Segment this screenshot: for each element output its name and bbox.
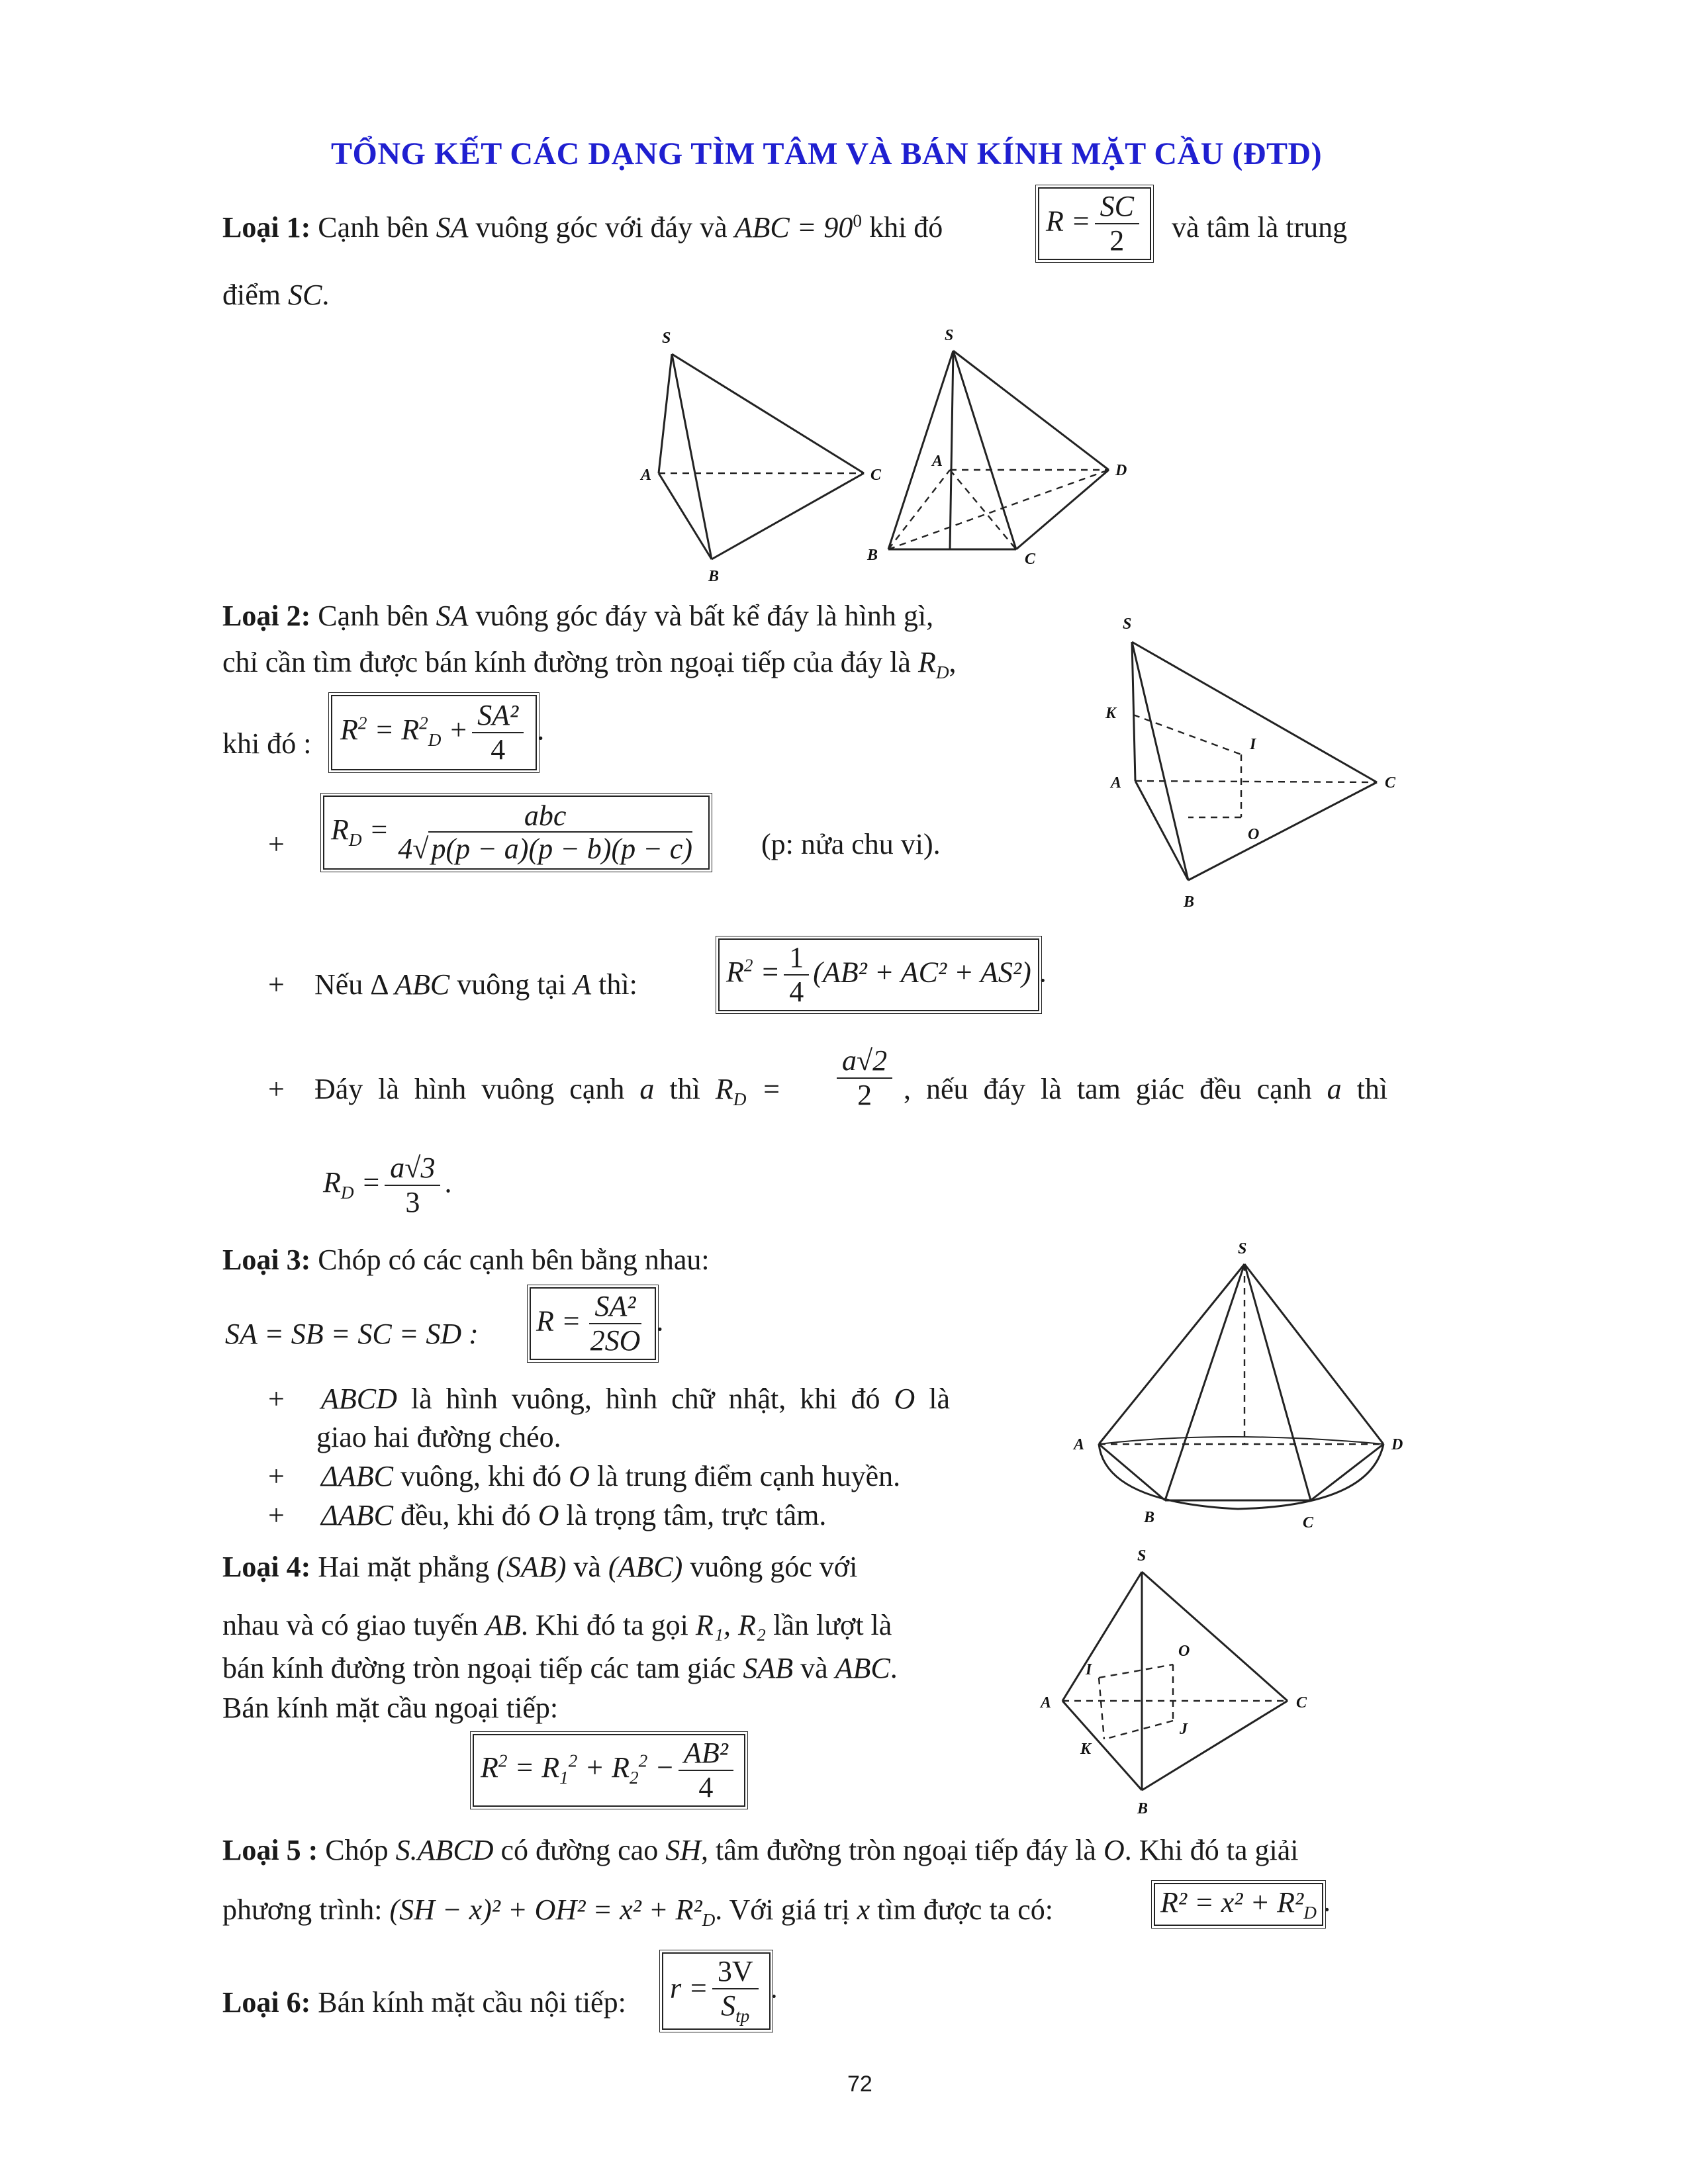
loai5-l2-eq: (SH − x)² + OH² = x² + R²	[389, 1893, 702, 1926]
loai1-text-c: khi đó	[869, 211, 943, 244]
loai3-b1-bullet: +	[268, 1383, 285, 1415]
fig-l2-label-i: I	[1250, 736, 1256, 753]
fig2-label-b: B	[867, 547, 878, 564]
fig-l4-label-j: J	[1180, 1721, 1188, 1738]
loai1-formula-box	[1038, 187, 1151, 260]
loai2-plus3-num2: a√3	[385, 1153, 440, 1186]
fig-l3-label-s: S	[1238, 1240, 1247, 1257]
loai3-r-lhs: R =	[536, 1304, 581, 1338]
loai3-b1-c: O	[894, 1383, 915, 1415]
fig-l4-label-a: A	[1041, 1694, 1052, 1711]
loai3-den: 2SO	[590, 1324, 641, 1357]
loai5-sub-d: D	[702, 1909, 716, 1930]
loai1-line1	[222, 210, 943, 244]
page-number: 72	[847, 2071, 872, 2097]
loai2-line2-text: chỉ cần tìm được bán kính đường tròn ngoại tiếp của đáy là	[222, 646, 911, 678]
loai2-plus1-num: abc	[485, 801, 606, 833]
loai6-den-sub: tp	[735, 2005, 750, 2026]
loai6-num: 3V	[712, 1956, 759, 1989]
fig-l3-label-b: B	[1144, 1509, 1155, 1526]
fig-l2-label-o: O	[1248, 826, 1260, 843]
loai5-label: Loại 5 :	[222, 1834, 318, 1866]
fig1-label-a: A	[641, 467, 652, 484]
fig1-label-c: C	[870, 467, 882, 484]
loai4-l1-c: và	[573, 1551, 601, 1583]
fig-l2-label-a: A	[1111, 774, 1122, 792]
loai4-l1-a: Hai mặt phẳng	[318, 1551, 490, 1583]
loai4-label: Loại 4:	[222, 1551, 311, 1583]
loai3-b2-a: ΔABC	[321, 1460, 393, 1492]
loai2-plus3-den2: 3	[405, 1186, 420, 1219]
loai2-line2: chỉ cần tìm được bán kính đường tròn ngoại tiếp của đáy là $R_D$,	[222, 646, 957, 682]
loai6-formula: r = $\frac{3V}{S_{tp}}$ .	[662, 1952, 778, 2030]
fig-l2-label-k: K	[1105, 705, 1117, 722]
loai2-plus1-den-rad: p(p − a)(p − b)(p − c)	[428, 831, 692, 865]
fig-l3-label-a: A	[1074, 1436, 1085, 1453]
loai2-plus2-formula: $R^2$ = $\frac{1}{4}$ (AB² + AC² + AS²) .	[718, 938, 1047, 1011]
loai4-l3-c: và	[800, 1652, 828, 1684]
fig-l4-label-b: B	[1137, 1800, 1149, 1817]
loai2-plus3-bullet: +	[268, 1073, 285, 1105]
page-title: TỔNG KẾT CÁC DẠNG TÌM TÂM VÀ BÁN KÍNH MẶT CẦU (ĐTD)	[331, 136, 1323, 171]
loai5-l1-f: O	[1103, 1834, 1125, 1866]
loai4-l2-d: R₁, R₂	[695, 1609, 767, 1641]
loai3-label: Loại 3:	[222, 1244, 311, 1276]
loai2-plus3-var-a2: a	[1327, 1073, 1342, 1105]
loai2-plus3-var-a: a	[639, 1073, 655, 1105]
fig-l4-label-o: O	[1178, 1643, 1190, 1660]
loai3-formula: R = $\frac{\text{SA²}}{2SO}$ .	[530, 1287, 663, 1360]
loai6-text: Bán kính mặt cầu nội tiếp:	[318, 1986, 626, 2019]
loai4-formula: $R^2 = R_1^2 + R_2^2$ − $\frac{\text{AB²}}{4}$	[473, 1734, 745, 1807]
loai3-b1-line2: giao hai đường chéo.	[316, 1421, 561, 1453]
loai3-num: SA²	[589, 1291, 641, 1324]
loai5-l1-b: S.ABCD	[395, 1834, 494, 1866]
loai2-plus3-den: 2	[857, 1079, 872, 1112]
loai2-plus3-b: thì	[669, 1073, 700, 1105]
fig-l4-label-i: I	[1086, 1661, 1092, 1678]
fig-l2-label-s: S	[1123, 615, 1132, 633]
loai2-plus1-bullet: +	[268, 828, 285, 860]
loai5-l2-c: x	[857, 1893, 870, 1926]
loai4-l2-e: lần lượt là	[773, 1609, 892, 1641]
loai5-line1	[222, 1833, 1298, 1867]
loai1-text-b: vuông góc với đáy và	[475, 211, 727, 244]
loai4-line2	[222, 1608, 892, 1642]
loai2-plus3-d: thì	[1356, 1073, 1388, 1105]
loai5-l2-b: . Với giá trị	[715, 1893, 850, 1926]
loai6-label: Loại 6:	[222, 1986, 311, 2019]
loai2-f1-num: SA²	[472, 700, 524, 733]
loai1-sc: SC	[287, 279, 322, 311]
loai2-plus3-num: a√2	[837, 1046, 892, 1079]
fig2-label-s: S	[945, 327, 954, 344]
loai5-box: $R^2 = x^2 + R^2_D$ .	[1154, 1883, 1331, 1926]
loai3-b3	[321, 1498, 826, 1532]
loai6-line	[222, 1985, 626, 2019]
loai5-l1-e: , tâm đường tròn ngoại tiếp đáy là	[700, 1834, 1096, 1866]
loai2-line1-b: vuông góc đáy và bất kể đáy là hình gì,	[475, 600, 934, 632]
loai5-l2-box: R² = x² + R²	[1160, 1886, 1304, 1919]
loai4-l3-b: SAB	[743, 1652, 794, 1684]
loai2-plus2-d: A	[573, 968, 592, 1001]
loai3-line1	[222, 1243, 710, 1277]
loai3-text: Chóp có các cạnh bên bằng nhau:	[318, 1244, 710, 1276]
loai4-l3-d: ABC	[835, 1652, 890, 1684]
loai1-r-eq: R =	[1046, 205, 1091, 238]
loai3-b1-b: là hình vuông, hình chữ nhật, khi đó	[410, 1383, 880, 1415]
loai3-b3-d: là trọng tâm, trực tâm.	[566, 1499, 827, 1531]
loai2-plus2-bullet: +	[268, 968, 285, 1001]
loai2-f1-den: 4	[491, 733, 506, 766]
loai2-plus2-paren: (AB² + AC² + AS²)	[813, 956, 1031, 989]
loai2-label: Loại 2:	[222, 600, 311, 632]
loai6-den: S	[721, 1989, 736, 2023]
loai4-l2-a: nhau và có giao tuyến	[222, 1609, 479, 1641]
loai1-text-d: và tâm là trung	[1172, 211, 1348, 244]
loai2-plus2-a: Nếu Δ	[314, 968, 388, 1001]
loai2-plus2-c: vuông tại	[457, 968, 567, 1001]
loai3-b3-c: O	[538, 1499, 559, 1531]
loai1-sa: SA	[436, 211, 469, 244]
loai1-line2: điểm SC.	[222, 279, 330, 311]
loai1-figure-left	[635, 324, 887, 589]
loai2-line1: Loại 2: Cạnh bên SA vuông góc đáy và bất kể đáy là hình gì,	[222, 600, 934, 632]
loai2-plus1-formula: $R_D$ = $\frac{\text{abc}}{4√p(p - a)(p - b)(p - c)}$	[323, 796, 710, 870]
fig2-label-a: A	[932, 453, 943, 470]
loai5-l2-d: tìm được ta có:	[877, 1893, 1053, 1926]
fig-l3-label-d: D	[1391, 1436, 1403, 1453]
loai4-line1	[222, 1550, 857, 1584]
loai3-b2	[321, 1459, 900, 1493]
loai1-num: SC	[1095, 191, 1139, 224]
loai3-eq	[225, 1317, 479, 1351]
loai3-figure	[1059, 1238, 1443, 1542]
loai3-b3-bullet: +	[268, 1499, 285, 1531]
loai3-b1-d: là	[929, 1383, 950, 1415]
loai1-deg: 0	[853, 210, 863, 231]
loai2-plus2-text	[314, 968, 637, 1001]
loai1-abc-eq: ABC = 90	[734, 211, 853, 244]
loai1-den: 2	[1109, 224, 1125, 257]
fig-l4-label-s: S	[1137, 1547, 1147, 1565]
loai2-plus3-line2: $R_D$ = $\frac{a√3}{3}$ .	[323, 1152, 452, 1219]
loai4-l1-d: (ABC)	[608, 1551, 683, 1583]
fig-l2-label-c: C	[1385, 774, 1396, 792]
loai5-l1-c: có đường cao	[500, 1834, 659, 1866]
loai4-l2-b: AB	[485, 1609, 521, 1641]
fig-l4-label-c: C	[1296, 1694, 1307, 1711]
loai3-b2-bullet: +	[268, 1460, 285, 1492]
loai5-l1-a: Chóp	[325, 1834, 389, 1866]
loai1-text-e: điểm	[222, 279, 281, 311]
fig1-label-s: S	[662, 330, 671, 347]
loai2-plus2-num: 1	[784, 942, 809, 976]
loai4-line4: Bán kính mặt cầu ngoại tiếp:	[222, 1692, 559, 1724]
fig2-label-c: C	[1025, 551, 1036, 568]
loai3-b2-d: là trung điểm cạnh huyền.	[596, 1460, 901, 1492]
loai3-b1-a: ABCD	[321, 1383, 397, 1415]
loai1-label: Loại 1:	[222, 211, 311, 244]
fig-l2-label-b: B	[1184, 893, 1195, 911]
loai4-figure	[1033, 1542, 1324, 1827]
loai4-f-num: AB²	[679, 1738, 733, 1771]
loai2-plus2-den: 4	[789, 976, 804, 1009]
loai3-b1	[321, 1382, 950, 1416]
loai3-b2-c: O	[569, 1460, 590, 1492]
loai2-line1-a: Cạnh bên	[318, 600, 429, 632]
loai3-b2-b: vuông, khi đó	[400, 1460, 562, 1492]
loai2-plus1-den-coef: 4	[398, 833, 413, 866]
loai2-plus1-note: (p: nửa chu vi).	[761, 828, 941, 860]
loai4-l1-e: vuông góc với	[690, 1551, 858, 1583]
loai4-l3-a: bán kính đường tròn ngoại tiếp các tam giác	[222, 1652, 736, 1684]
loai3-b3-b: đều, khi đó	[400, 1499, 531, 1531]
loai2-formula1: $R^2 = R^2_D$ + $\frac{\text{SA²}}{4}$ .	[331, 695, 544, 770]
loai2-plus3-text2	[904, 1072, 1387, 1106]
loai5-l1-d: SH	[665, 1834, 701, 1866]
fig2-label-d: D	[1115, 462, 1127, 479]
loai4-f-den: 4	[698, 1771, 714, 1804]
loai4-line3: bán kính đường tròn ngoại tiếp các tam giác SAB và ABC.	[222, 1652, 898, 1684]
loai5-box-sub-d: D	[1303, 1902, 1317, 1923]
loai2-plus2-e: thì:	[598, 968, 637, 1001]
loai4-l2-c: . Khi đó ta gọi	[520, 1609, 688, 1641]
loai2-plus3-c: , nếu đáy là tam giác đều cạnh	[904, 1073, 1312, 1105]
loai6-lhs: r =	[670, 1972, 708, 2005]
loai5-l2-a: phương trình:	[222, 1893, 383, 1926]
loai2-plus3-text: Đáy là hình vuông cạnh a thì $R_D$ =	[314, 1073, 782, 1109]
loai2-plus2-b: ABC	[395, 968, 450, 1001]
loai5-l1-g: . Khi đó ta giải	[1124, 1834, 1299, 1866]
loai2-figure	[1086, 596, 1443, 927]
fig-l3-label-c: C	[1303, 1514, 1314, 1531]
loai2-plus3-a: Đáy là hình vuông cạnh	[314, 1073, 625, 1105]
fig1-label-b: B	[708, 568, 720, 585]
loai2-plus3-frac1	[833, 1046, 896, 1111]
loai5-line2	[222, 1893, 1053, 1931]
loai3-b3-a: ΔABC	[321, 1499, 393, 1531]
loai4-l1-b: (SAB)	[496, 1551, 567, 1583]
loai1-text-a: Cạnh bên	[318, 211, 429, 244]
loai1-figure-right	[854, 324, 1145, 589]
fig-l4-label-k: K	[1080, 1741, 1092, 1758]
loai3-eq-text: SA = SB = SC = SD :	[225, 1318, 479, 1350]
loai2-khi-do: khi đó :	[222, 727, 312, 760]
